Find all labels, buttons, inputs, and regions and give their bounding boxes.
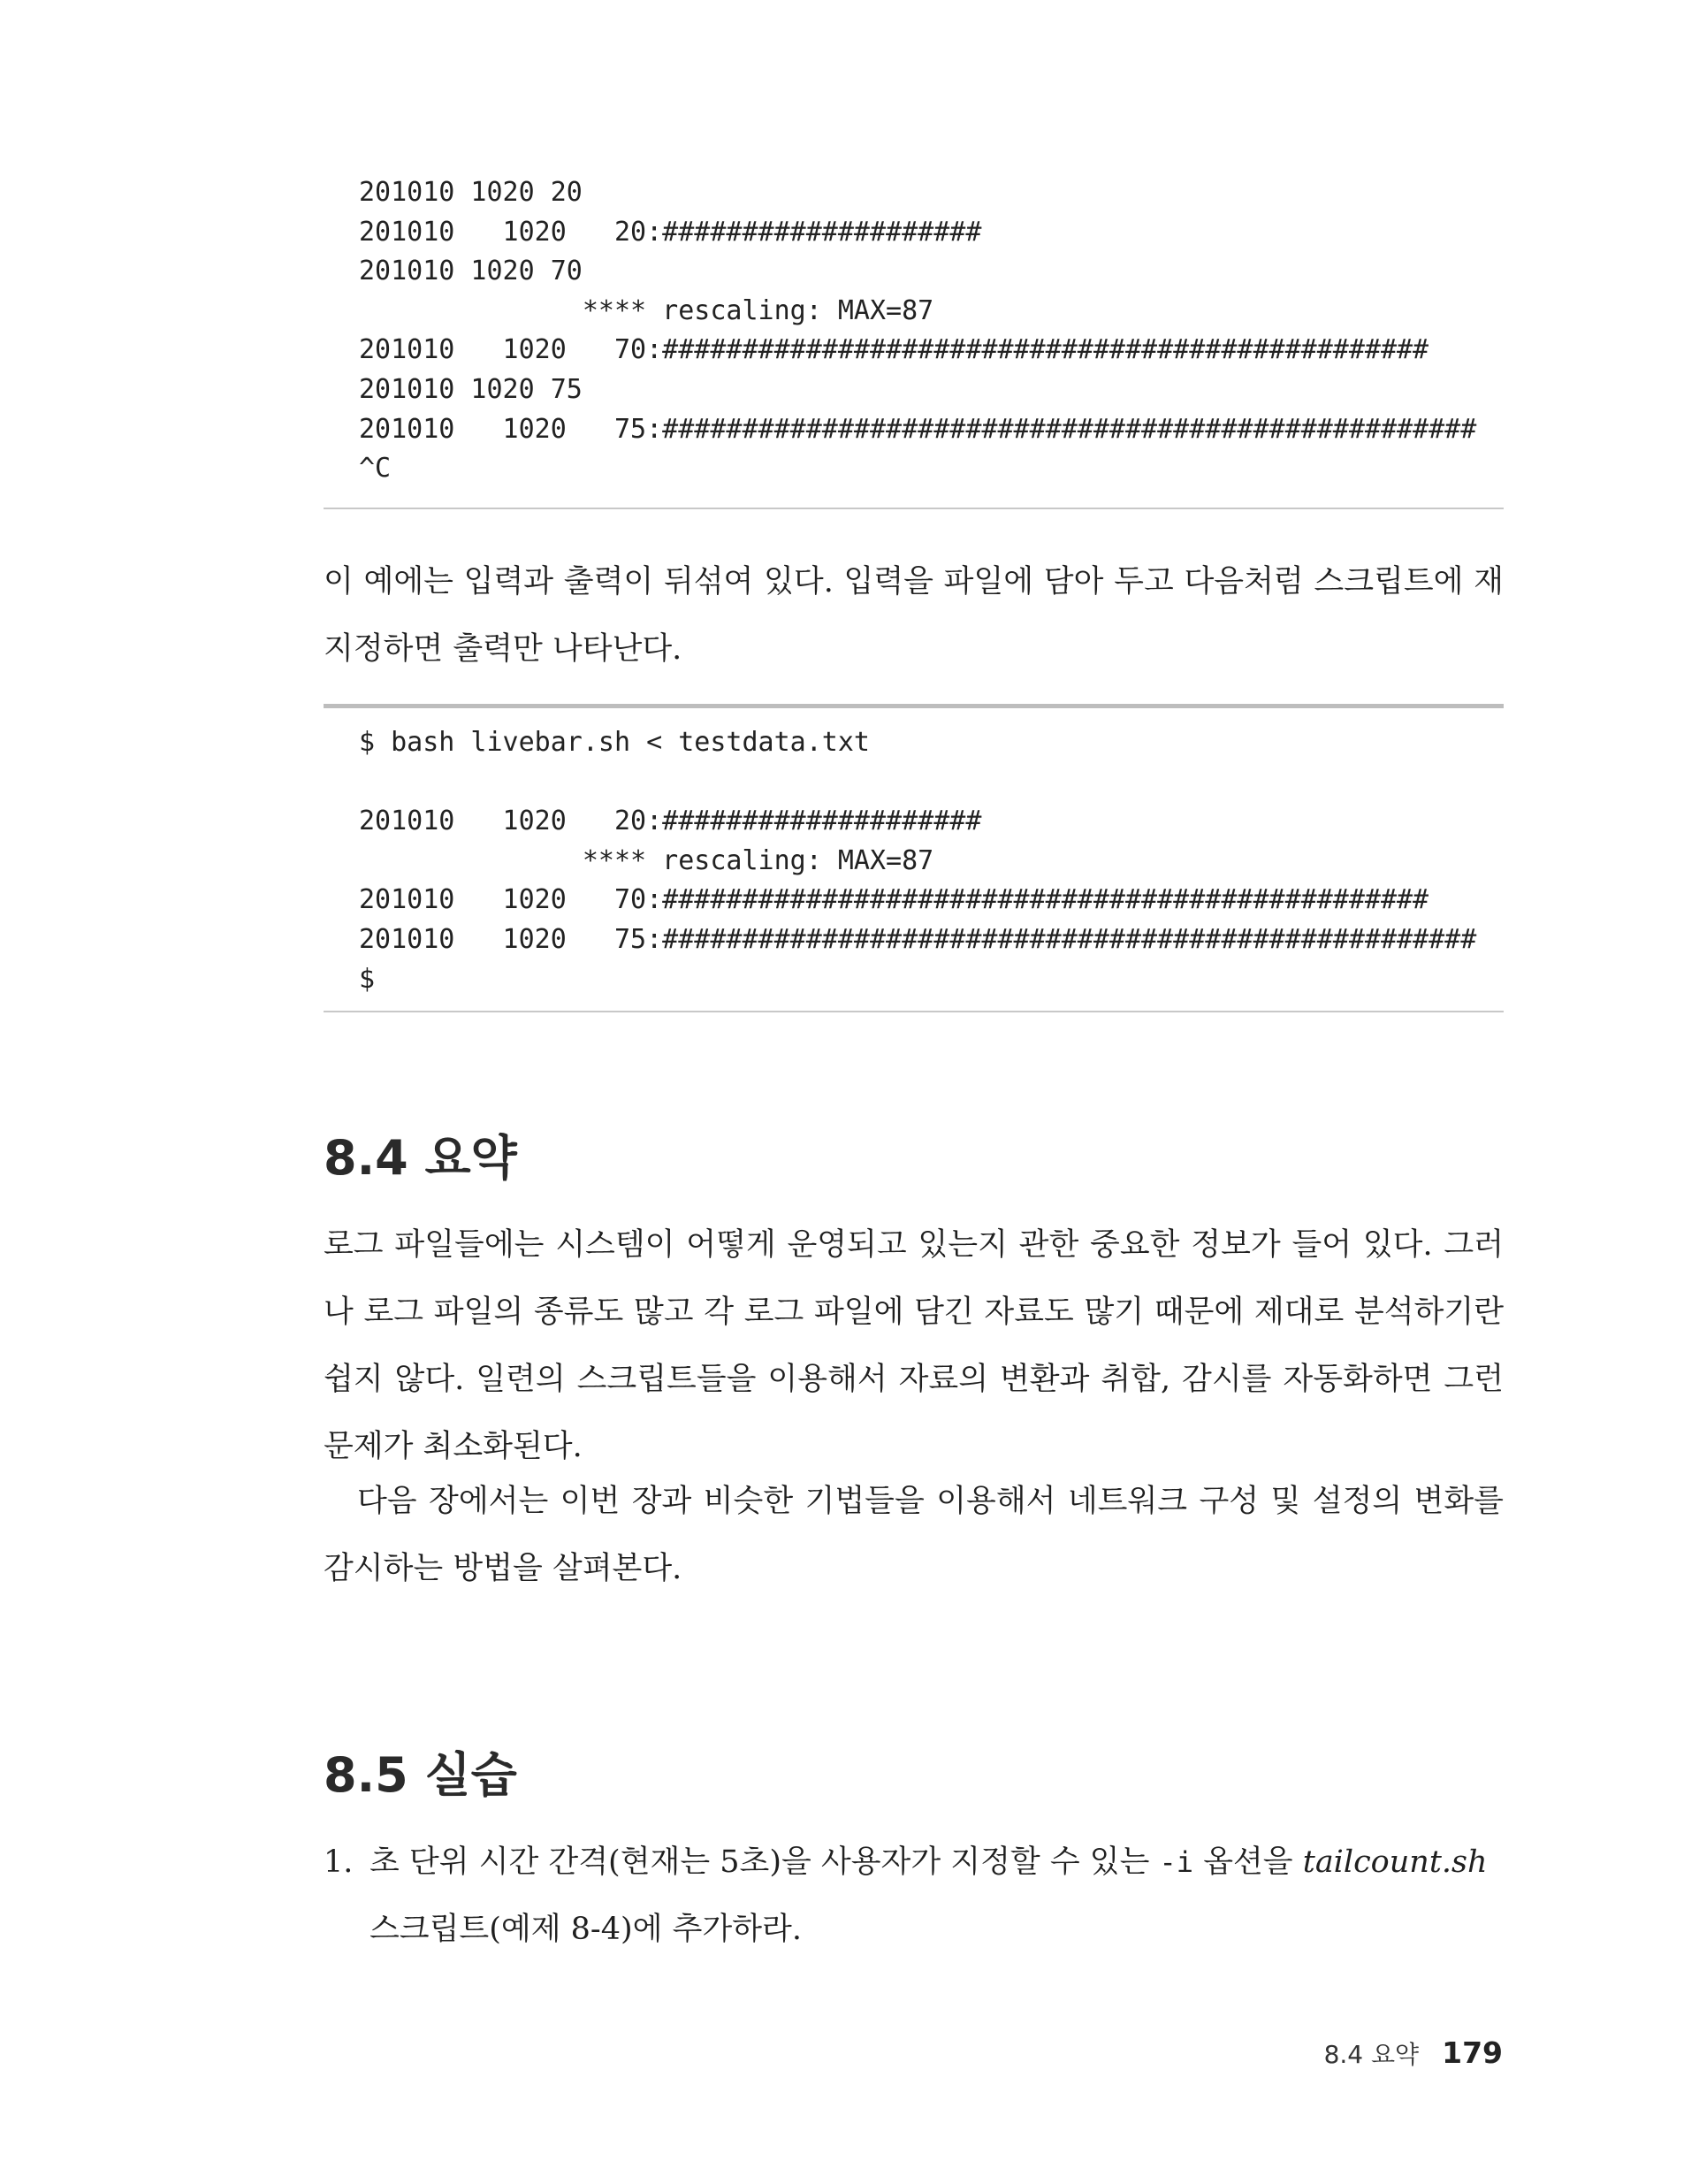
code-line: **** rescaling: MAX=87	[359, 844, 934, 876]
exercise-text-part: 스크립트(예제 8-4)에 추가하라.	[370, 1912, 802, 1947]
code-line: 201010 1020 75	[359, 373, 583, 405]
section-heading: 8.5 실습	[324, 1747, 517, 1803]
page-number: 179	[1442, 2035, 1503, 2070]
code-line: 201010 1020 70	[359, 256, 583, 287]
code-block-output-mixed	[324, 173, 1504, 489]
running-footer-section: 8.4 요약	[1323, 2040, 1420, 2069]
code-line: $	[359, 963, 376, 995]
exercise-text-part: 초 단위 시간 간격(현재는 5초)을 사용자가 지정할 수 있는	[370, 1844, 1160, 1880]
code-line: 201010 1020 20	[359, 177, 583, 208]
code-line: 201010 1020 20:####################	[359, 806, 982, 837]
page-footer	[1324, 2035, 1503, 2071]
exercise-text-part: 옵션을	[1193, 1844, 1303, 1880]
code-line: 201010 1020 75:###################################################	[359, 413, 1477, 445]
section-heading: 8.4 요약	[324, 1130, 517, 1186]
option-flag: -i	[1159, 1845, 1194, 1879]
code-block-top-rule	[324, 704, 1504, 708]
code-line: **** rescaling: MAX=87	[359, 294, 934, 326]
body-paragraph: 다음 장에서는 이번 장과 비슷한 기법들을 이용해서 네트워크 구성 및 설정의 변화를 감시하는 방법을 살펴본다.	[324, 1484, 1504, 1586]
code-line: $ bash livebar.sh < testdata.txt	[359, 727, 870, 758]
exercise-text	[370, 1829, 1504, 1963]
code-block-bottom-rule	[324, 1011, 1504, 1012]
code-line	[359, 763, 1504, 803]
code-line: ^C	[359, 453, 392, 485]
body-paragraph: 이 예에는 입력과 출력이 뒤섞여 있다. 입력을 파일에 담아 두고 다음처럼 스크립트에 재지정하면 출력만 나타난다.	[324, 564, 1504, 667]
code-line: 201010 1020 70:################################################	[359, 884, 1429, 916]
code-line: 201010 1020 20:####################	[359, 216, 982, 248]
script-filename: tailcount.sh	[1302, 1844, 1488, 1880]
code-line: 201010 1020 70:################################################	[359, 334, 1429, 366]
exercise-item	[324, 1829, 1504, 1963]
code-block-bottom-rule	[324, 508, 1504, 509]
body-paragraph: 로그 파일들에는 시스템이 어떻게 운영되고 있는지 관한 중요한 정보가 들어 있다. 그러나 로그 파일의 종류도 많고 각 로그 파일에 담긴 자료도 많기 때문에 제대로 분석하기란 쉽지 않다. 일련의 스크립트들을 이용해서 자료의 변환과 취합, 감시를 자동화하면 그런 문제가 최소화된다.	[324, 1227, 1505, 1464]
code-line: 201010 1020 75:###################################################	[359, 923, 1477, 955]
exercise-number: 1.	[324, 1844, 354, 1880]
code-block-redirected	[324, 723, 1504, 999]
